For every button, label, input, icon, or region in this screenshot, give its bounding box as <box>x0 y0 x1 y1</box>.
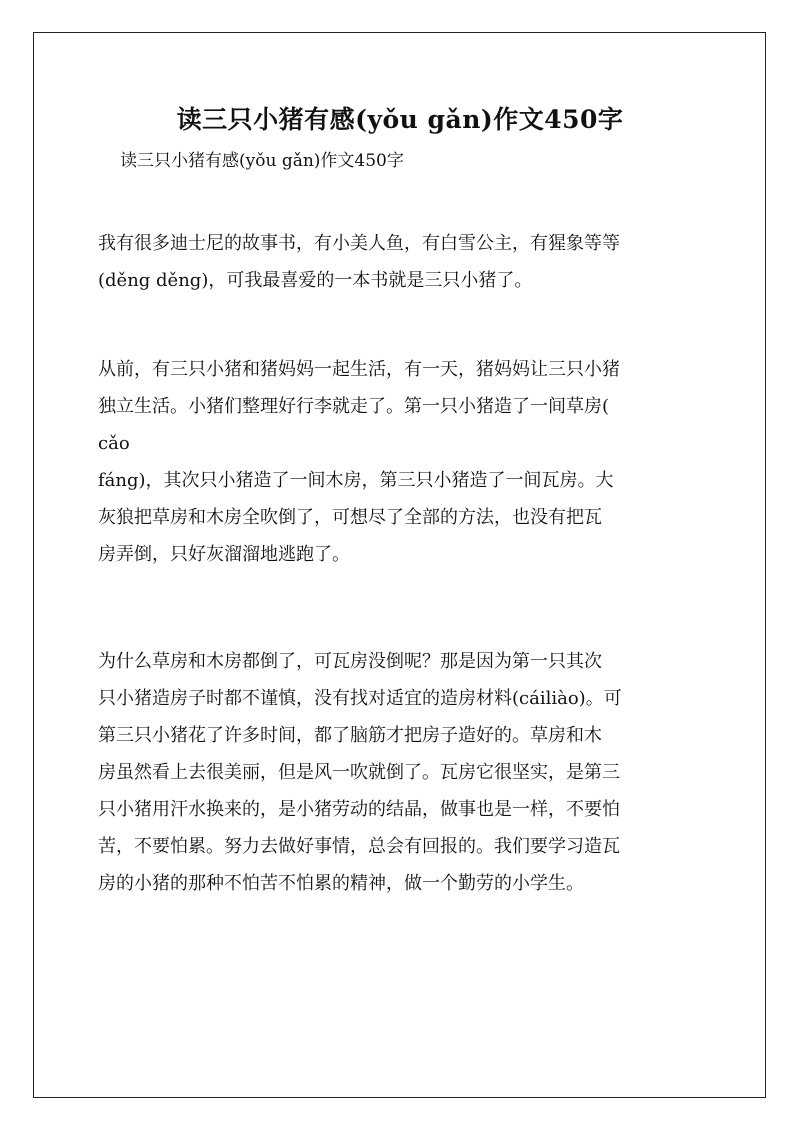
paragraph-line: 第三只小猪花了许多时间，都了脑筋才把房子造好的。草房和木 <box>98 725 602 746</box>
paragraph-line: 只小猪用汗水换来的，是小猪劳动的结晶，做事也是一样，不要怕 <box>98 799 620 820</box>
paragraph-line: cǎo <box>98 433 130 454</box>
paragraph-line: 为什么草房和木房都倒了，可瓦房没倒呢？那是因为第一只其次 <box>98 651 602 672</box>
paragraph-line: 从前，有三只小猪和猪妈妈一起生活，有一天，猪妈妈让三只小猪 <box>98 359 620 380</box>
paragraph-line: 我有很多迪士尼的故事书，有小美人鱼，有白雪公主，有猩象等等 <box>98 233 620 254</box>
paragraph-line: fáng)，其次只小猪造了一间木房，第三只小猪造了一间瓦房。大 <box>98 470 614 491</box>
document-subtitle: 读三只小猪有感(yǒu gǎn)作文450字 <box>120 151 404 171</box>
paragraph-2 <box>98 351 708 573</box>
paragraph-line: 独立生活。小猪们整理好行李就走了。第一只小猪造了一间草房( <box>98 396 610 417</box>
paragraph-3 <box>98 643 708 902</box>
paragraph-line: 苦，不要怕累。努力去做好事情，总会有回报的。我们要学习造瓦 <box>98 836 620 857</box>
paragraph-line: (děng děng)，可我最喜爱的一本书就是三只小猪了。 <box>98 270 533 291</box>
paragraph-line: 房弄倒，只好灰溜溜地逃跑了。 <box>98 544 350 565</box>
paragraph-line: 房的小猪的那种不怕苦不怕累的精神，做一个勤劳的小学生。 <box>98 873 584 894</box>
paragraph-line: 房虽然看上去很美丽，但是风一吹就倒了。瓦房它很坚实，是第三 <box>98 762 620 783</box>
document-title: 读三只小猪有感(yǒu gǎn)作文450字 <box>176 105 624 134</box>
paragraph-1 <box>98 225 708 299</box>
paragraph-line: 灰狼把草房和木房全吹倒了，可想尽了全部的方法，也没有把瓦 <box>98 507 602 528</box>
paragraph-line: 只小猪造房子时都不谨慎，没有找对适宜的造房材料(cáiliào)。可 <box>98 688 622 709</box>
